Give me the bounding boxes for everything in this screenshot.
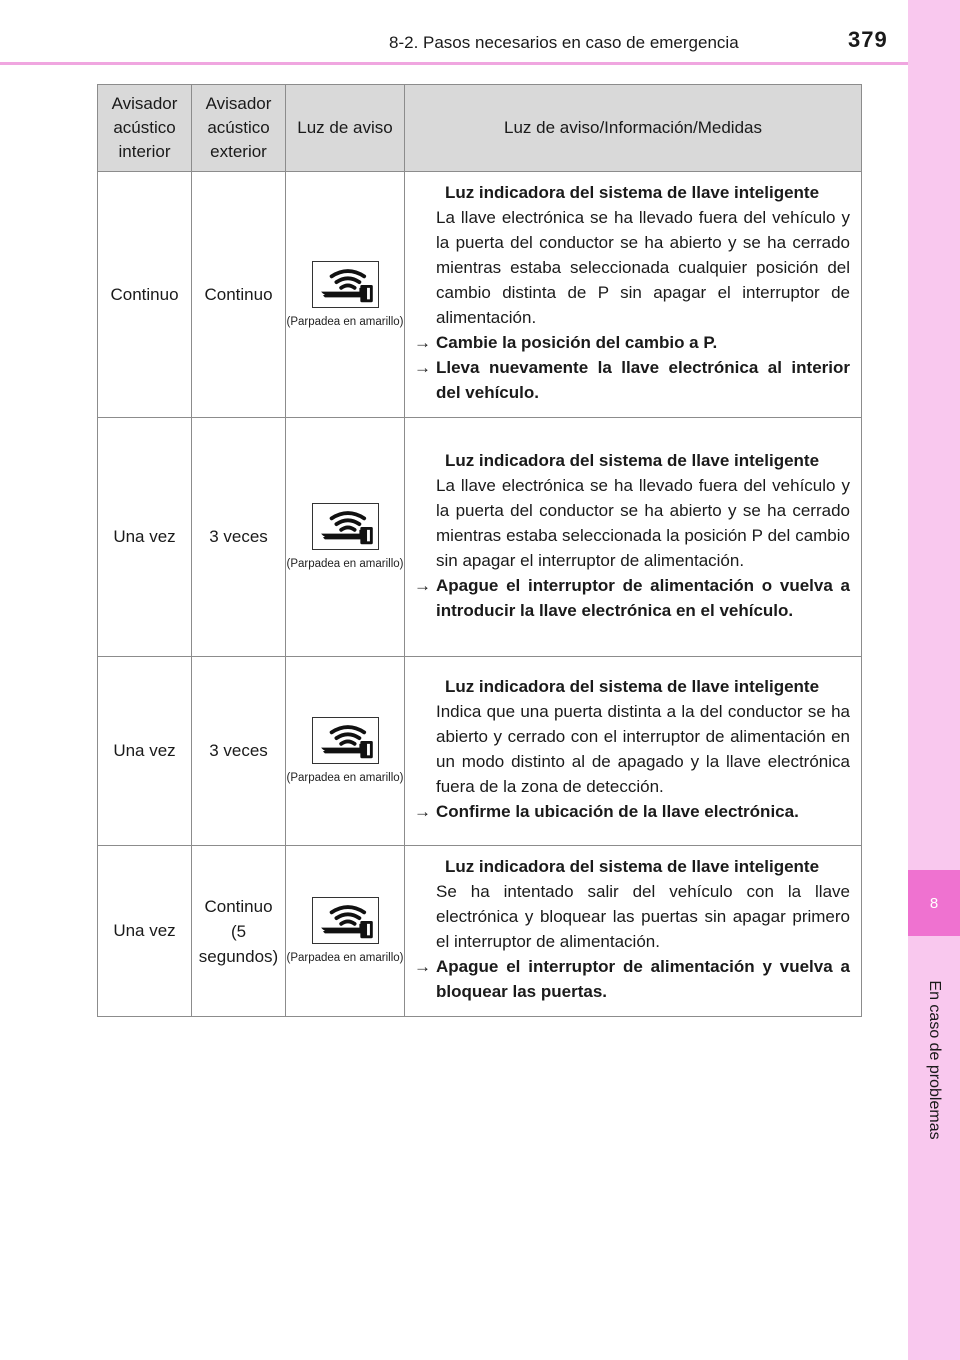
exterior-buzzer-cell: 3 veces [192,657,286,846]
details-body: La llave electrónica se ha llevado fuera del vehículo y la puerta del conductor se ha abierto y se ha cerrado mientras estaba seleccionada cualquier posición del cambio distinta de P sin apagar el interruptor de alimentación. [436,208,850,327]
light-caption: (Parpadea en amarillo) [286,315,404,328]
details-title: Luz indicadora del sistema de llave inteligente [444,857,820,876]
arrow-icon: → [414,802,431,821]
table-row [98,172,862,418]
action-item: → Apague el interruptor de alimentación y vuelva a bloquear las puertas. [414,954,850,1004]
side-tab-background [908,0,960,870]
warning-light-cell [286,846,405,1017]
interior-buzzer-cell: Una vez [98,418,192,657]
warning-table [97,84,862,1017]
arrow-icon: → [414,957,431,976]
arrow-icon: → [414,575,431,595]
chapter-number-box: 8 [908,870,960,936]
details-title: Luz indicadora del sistema de llave inteligente [444,183,820,202]
exterior-buzzer-cell: Continuo [192,172,286,418]
chapter-title: En caso de problemas [926,980,943,1140]
details-body: La llave electrónica se ha llevado fuera del vehículo y la puerta del conductor se ha abierto y se ha cerrado mientras estaba seleccionada la posición P del cambio sin apagar el interruptor de alimentación. [436,475,850,570]
action-item: → Apague el interruptor de alimentación o vuelva a introducir la llave electrónica en el vehículo. [414,573,850,623]
table-row [98,657,862,846]
light-caption: (Parpadea en amarillo) [286,558,404,570]
exterior-buzzer-line1: Continuo [204,896,273,916]
arrow-icon: → [414,358,431,377]
arrow-icon: → [414,333,431,352]
details-title: Luz indicadora del sistema de llave inteligente [444,677,820,696]
table-row [98,846,862,1017]
details-cell [405,657,862,846]
details-body: Indica que una puerta distinta a la del conductor se ha abierto y cerrado con el interruptor de alimentación en un modo distinto al de apagado y la llave electrónica fuera de la zona de detección. [436,702,850,796]
action-item: → Lleva nuevamente la llave electrónica al interior del vehículo. [414,355,850,405]
page-number: 379 [848,27,888,52]
header-warning-light: Luz de aviso [286,85,405,172]
action-item: → Confirme la ubicación de la llave electrónica. [414,799,850,824]
table-row [98,418,862,657]
light-caption: (Parpadea en amarillo) [286,952,404,964]
smart-key-warning-icon [312,261,379,308]
smart-key-warning-icon [312,897,379,944]
action-item: → Cambie la posición del cambio a P. [414,330,850,355]
interior-buzzer-cell: Una vez [98,846,192,1017]
section-title: 8-2. Pasos necesarios en caso de emergencia [389,33,739,52]
header-details: Luz de aviso/Información/Medidas [405,85,862,172]
header-interior-buzzer: Avisador acústico interior [98,85,192,172]
header-divider [0,62,908,65]
exterior-buzzer-cell [192,846,286,1017]
table-header-row [98,85,862,172]
warning-light-cell [286,657,405,846]
details-cell [405,846,862,1017]
smart-key-warning-icon [312,717,379,764]
light-caption: (Parpadea en amarillo) [286,772,404,784]
smart-key-warning-icon [312,503,379,550]
header-exterior-buzzer: Avisador acústico exterior [192,85,286,172]
interior-buzzer-cell: Continuo [98,172,192,418]
details-body: Se ha intentado salir del vehículo con la llave electrónica y bloquear las puertas sin apagar primero el interruptor de alimentación. [436,882,850,951]
details-cell [405,418,862,657]
exterior-buzzer-cell: 3 veces [192,418,286,657]
warning-light-cell [286,418,405,657]
exterior-buzzer-line2: (5 segundos) [198,921,279,966]
details-title: Luz indicadora del sistema de llave inteligente [444,450,820,470]
interior-buzzer-cell: Una vez [98,657,192,846]
warning-light-cell [286,172,405,418]
details-cell [405,172,862,418]
